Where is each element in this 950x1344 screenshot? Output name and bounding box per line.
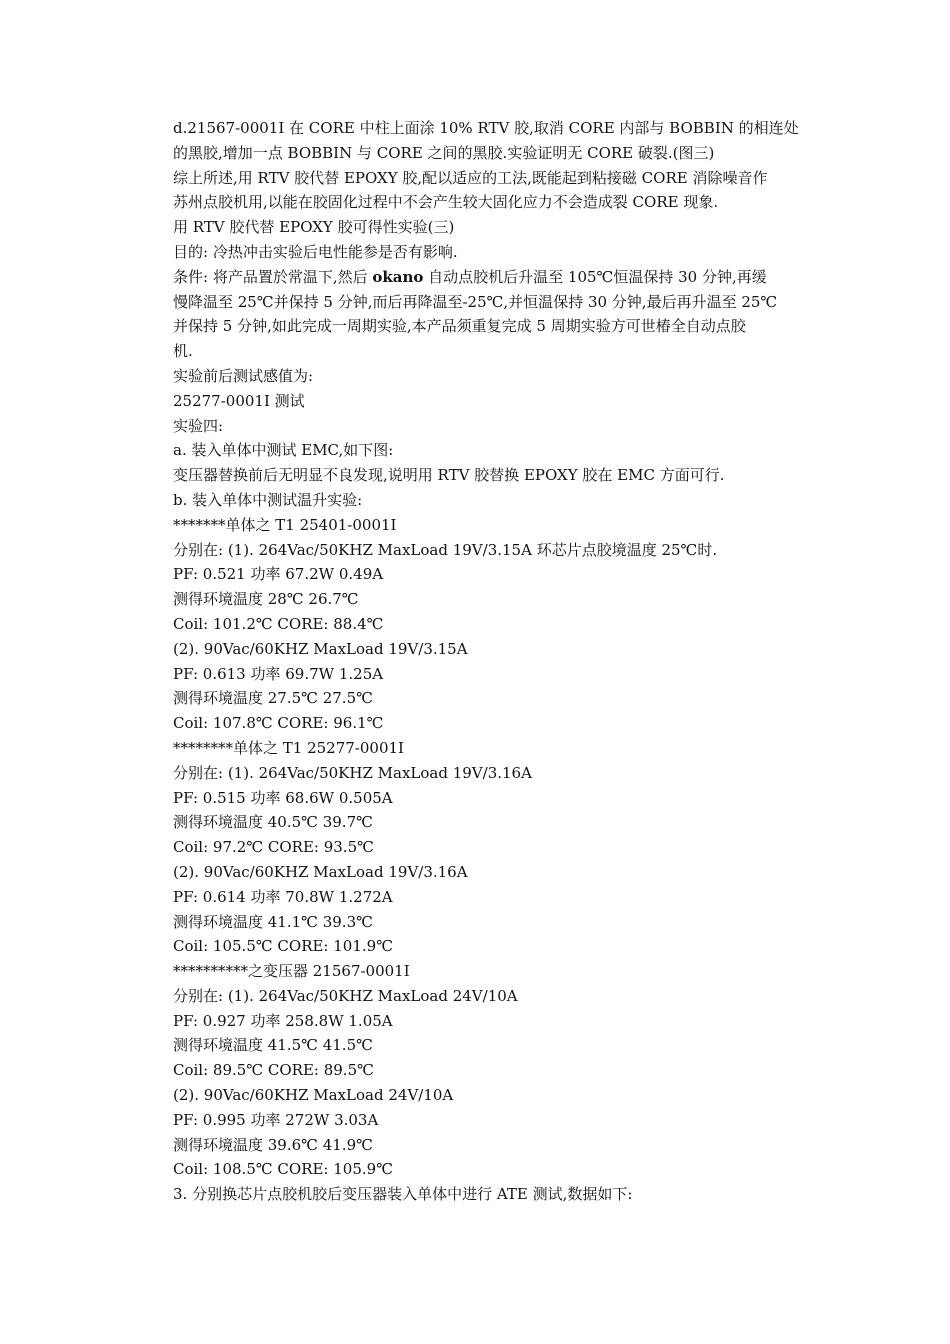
text-line: (2). 90Vac/60KHZ MaxLoad 19V/3.15A [173,639,468,658]
text-line: 并保持 5 分钟,如此完成一周期实验,本产品须重复完成 5 周期实验方可世椿全自动点胶 [173,317,746,336]
text-segment: 条件: 将产品置於常温下,然后 [173,267,373,286]
text-line: 机. [173,342,193,361]
text-line: 测得环境温度 40.5℃ 39.7℃ [173,813,373,832]
text-line: 测得环境温度 39.6℃ 41.9℃ [173,1135,373,1154]
text-line: 测得环境温度 41.5℃ 41.5℃ [173,1036,373,1055]
bold-keyword: okano [372,267,424,286]
text-line: 测得环境温度 27.5℃ 27.5℃ [173,689,373,708]
text-line: 测得环境温度 41.1℃ 39.3℃ [173,912,373,931]
text-line: PF: 0.927 功率 258.8W 1.05A [173,1011,393,1030]
text-line: PF: 0.515 功率 68.6W 0.505A [173,788,393,807]
text-line: 分别在: (1). 264Vac/50KHZ MaxLoad 19V/3.16A [173,763,532,782]
text-line: *******单体之 T1 25401-0001I [173,515,397,534]
text-line: Coil: 108.5℃ CORE: 105.9℃ [173,1160,393,1179]
text-line: PF: 0.521 功率 67.2W 0.49A [173,565,384,584]
text-line: 慢降温至 25℃并保持 5 分钟,而后再降温至-25℃,并恒温保持 30 分钟,最后再升温至 25℃ [173,292,778,311]
text-line: 目的: 冷热冲击实验后电性能参是否有影响. [173,242,458,261]
text-line: PF: 0.613 功率 69.7W 1.25A [173,664,384,683]
text-line: Coil: 105.5℃ CORE: 101.9℃ [173,937,393,956]
text-line: (2). 90Vac/60KHZ MaxLoad 24V/10A [173,1086,454,1105]
text-line: 变压器替换前后无明显不良发现,说明用 RTV 胶替换 EPOXY 胶在 EMC 方面可行. [173,466,725,485]
text-line: 苏州点胶机用,以能在胶固化过程中不会产生较大固化应力不会造成裂 CORE 现象. [173,193,719,212]
text-line: 3. 分别换芯片点胶机胶后变压器装入单体中进行 ATE 测试,数据如下: [173,1185,633,1204]
text-line: Coil: 107.8℃ CORE: 96.1℃ [173,714,384,733]
text-line: 25277-0001I 测试 [173,391,305,410]
text-line: Coil: 97.2℃ CORE: 93.5℃ [173,838,374,857]
text-line: Coil: 89.5℃ CORE: 89.5℃ [173,1061,374,1080]
text-line: (2). 90Vac/60KHZ MaxLoad 19V/3.16A [173,862,468,881]
text-line: PF: 0.995 功率 272W 3.03A [173,1110,379,1129]
text-line: ********单体之 T1 25277-0001I [173,738,404,757]
text-line: 用 RTV 胶代替 EPOXY 胶可得性实验(三) [173,218,455,237]
text-segment: 自动点胶机后升温至 105℃恒温保持 30 分钟,再缓 [423,267,767,286]
text-line: 实验四: [173,416,224,435]
text-line: 实验前后测试感值为: [173,366,314,385]
text-line: 测得环境温度 28℃ 26.7℃ [173,590,359,609]
text-line: PF: 0.614 功率 70.8W 1.272A [173,887,393,906]
text-line [173,265,813,290]
text-line: 的黑胶,增加一点 BOBBIN 与 CORE 之间的黑胶.实验证明无 CORE 破裂.(图三) [173,143,715,162]
text-line: 分别在: (1). 264Vac/50KHZ MaxLoad 19V/3.15A 环芯片点胶境温度 25℃时. [173,540,718,559]
text-line: a. 装入单体中测试 EMC,如下图: [173,441,394,460]
document-body [173,116,813,1207]
text-line: b. 装入单体中测试温升实验: [173,490,363,509]
text-line: Coil: 101.2℃ CORE: 88.4℃ [173,614,384,633]
text-line: 分别在: (1). 264Vac/50KHZ MaxLoad 24V/10A [173,986,518,1005]
text-line: 综上所述,用 RTV 胶代替 EPOXY 胶,配以适应的工法,既能起到粘接磁 CORE 消除噪音作 [173,168,768,187]
text-line: d.21567-0001I 在 CORE 中柱上面涂 10% RTV 胶,取消 CORE 内部与 BOBBIN 的相连处 [173,119,799,137]
text-line: **********之变压器 21567-0001I [173,962,410,981]
